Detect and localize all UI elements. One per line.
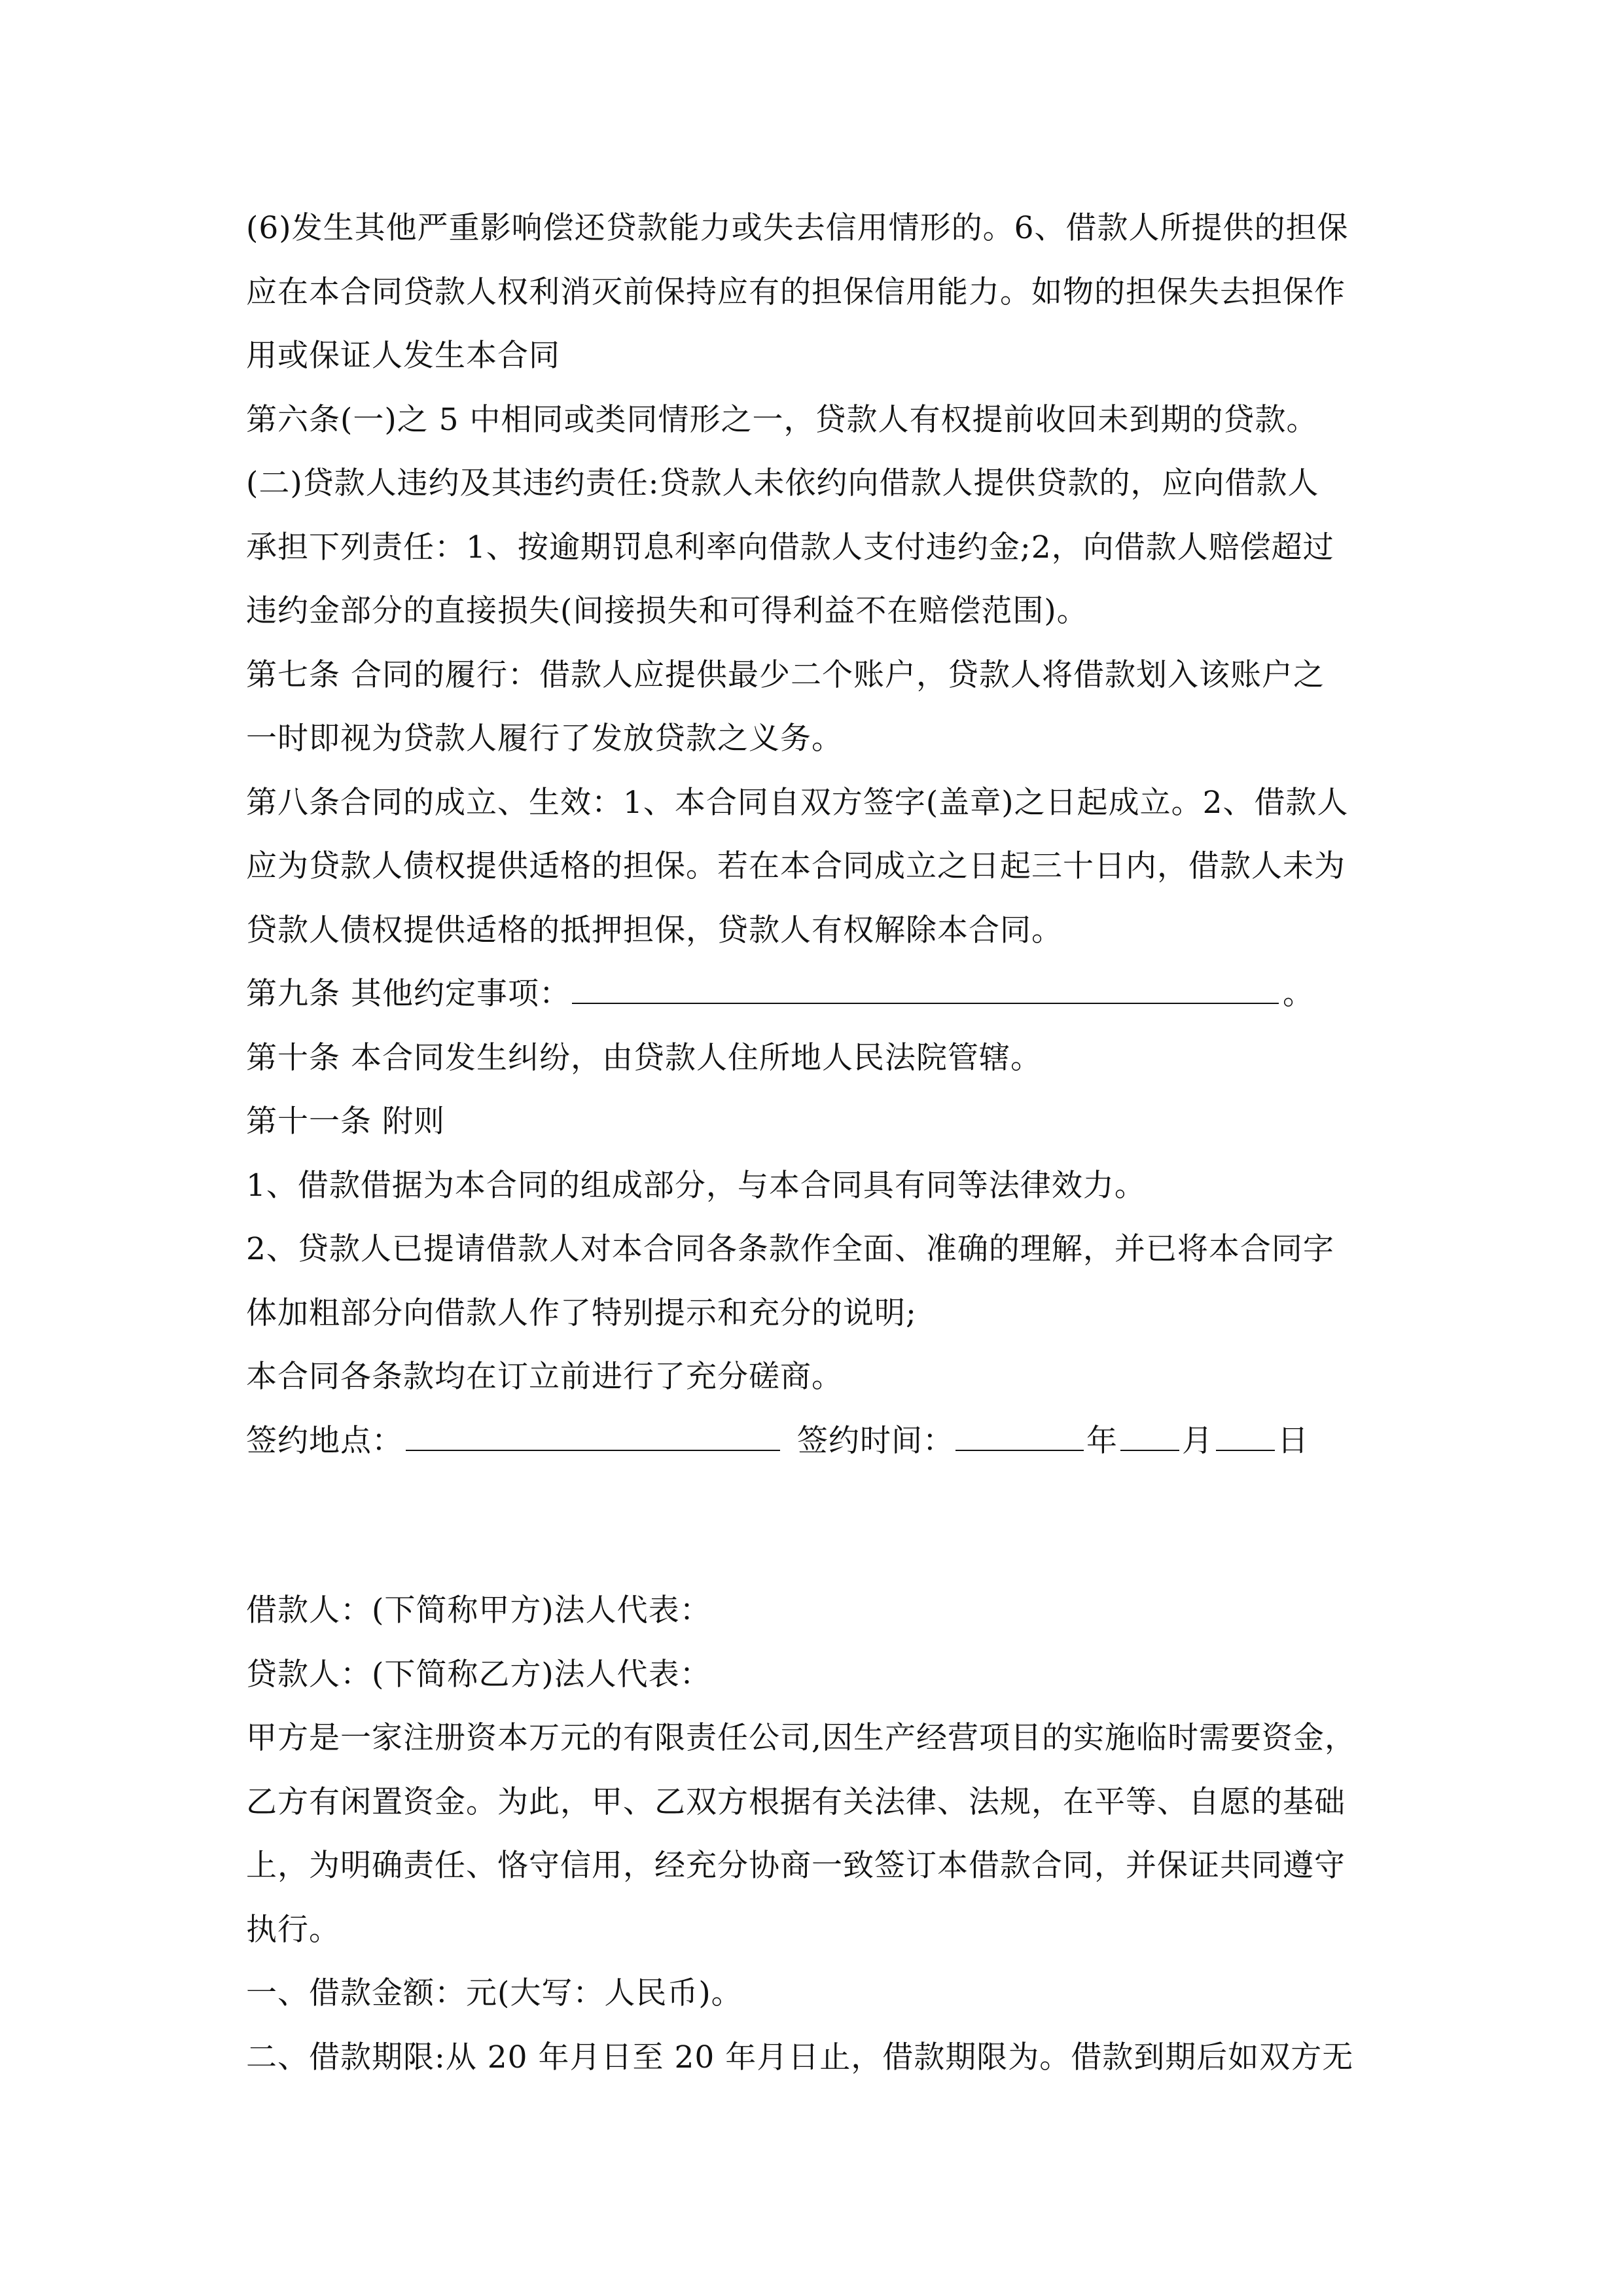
paragraph-line: 乙方有闲置资金。为此，甲、乙双方根据有关法律、法规，在平等、自愿的基础 bbox=[246, 1784, 1346, 1820]
article-9-line bbox=[246, 962, 1385, 1026]
signing-month-blank[interactable] bbox=[1120, 1424, 1179, 1451]
paragraph-line: 执行。 bbox=[246, 1911, 340, 1948]
loan-term-line: 二、借款期限:从 20 年月日至 20 年月日止，借款期限为。借款到期后如双方无 bbox=[246, 2039, 1354, 2075]
day-label: 日 bbox=[1277, 1422, 1309, 1459]
paragraph-line: 应在本合同贷款人权利消灭前保持应有的担保信用能力。如物的担保失去担保作 bbox=[246, 274, 1346, 310]
article-11-line: 本合同各条款均在订立前进行了充分磋商。 bbox=[246, 1359, 843, 1395]
article-9-end: 。 bbox=[1282, 976, 1314, 1012]
loan-amount-line: 一、借款金额：元(大写：人民币)。 bbox=[246, 1975, 743, 2011]
signing-year-blank[interactable] bbox=[955, 1424, 1084, 1451]
paragraph-line: 甲方是一家注册资本万元的有限责任公司,因生产经营项目的实施临时需要资金， bbox=[246, 1720, 1356, 1756]
article-7-line: 第七条 合同的履行：借款人应提供最少二个账户，贷款人将借款划入该账户之 bbox=[246, 656, 1325, 693]
paragraph-line: 承担下列责任：1、按逾期罚息利率向借款人支付违约金;2，向借款人赔偿超过 bbox=[246, 529, 1334, 565]
paragraph-line: 违约金部分的直接损失(间接损失和可得利益不在赔偿范围)。 bbox=[246, 593, 1088, 629]
article-11-line: 体加粗部分向借款人作了特别提示和充分的说明; bbox=[246, 1295, 917, 1331]
signing-time-label: 签约时间： bbox=[797, 1422, 954, 1459]
paragraph-line: 应为贷款人债权提供适格的担保。若在本合同成立之日起三十日内，借款人未为 bbox=[246, 848, 1346, 884]
paragraph-line: (6)发生其他严重影响偿还贷款能力或失去信用情形的。6、借款人所提供的担保 bbox=[246, 210, 1349, 246]
article-9-label: 第九条 其他约定事项： bbox=[246, 976, 571, 1012]
paragraph-line: 用或保证人发生本合同 bbox=[246, 338, 560, 374]
paragraph-line: 上，为明确责任、恪守信用，经充分协商一致签订本借款合同，并保证共同遵守 bbox=[246, 1848, 1346, 1884]
signing-place-blank[interactable] bbox=[406, 1424, 780, 1451]
contract-page bbox=[246, 196, 1385, 2089]
signing-day-blank[interactable] bbox=[1216, 1424, 1275, 1451]
article-8-line: 第八条合同的成立、生效：1、本合同自双方签字(盖章)之日起成立。2、借款人 bbox=[246, 784, 1349, 821]
paragraph-line: 贷款人债权提供适格的抵押担保，贷款人有权解除本合同。 bbox=[246, 912, 1063, 948]
article-10-line: 第十条 本合同发生纠纷，由贷款人住所地人民法院管辖。 bbox=[246, 1039, 1042, 1076]
paragraph-line: (二)贷款人违约及其违约责任:贷款人未依约向借款人提供贷款的，应向借款人 bbox=[246, 465, 1319, 501]
signing-line bbox=[246, 1409, 1385, 1473]
paragraph-line: 一时即视为贷款人履行了发放贷款之义务。 bbox=[246, 721, 843, 757]
article-11-title: 第十一条 附则 bbox=[246, 1103, 445, 1139]
signing-place-label: 签约地点： bbox=[246, 1422, 403, 1459]
article-6-line: 第六条(一)之 5 中相同或类同情形之一，贷款人有权提前收回未到期的贷款。 bbox=[246, 401, 1318, 438]
year-label: 年 bbox=[1086, 1422, 1118, 1459]
borrower-line: 借款人：(下简称甲方)法人代表： bbox=[246, 1592, 711, 1628]
article-11-line: 2、贷款人已提请借款人对本合同各条款作全面、准确的理解，并已将本合同字 bbox=[246, 1231, 1334, 1267]
article-11-line: 1、借款借据为本合同的组成部分，与本合同具有同等法律效力。 bbox=[246, 1167, 1146, 1204]
month-label: 月 bbox=[1182, 1422, 1213, 1459]
other-terms-blank[interactable] bbox=[572, 977, 1279, 1004]
lender-line: 贷款人：(下简称乙方)法人代表： bbox=[246, 1656, 711, 1693]
